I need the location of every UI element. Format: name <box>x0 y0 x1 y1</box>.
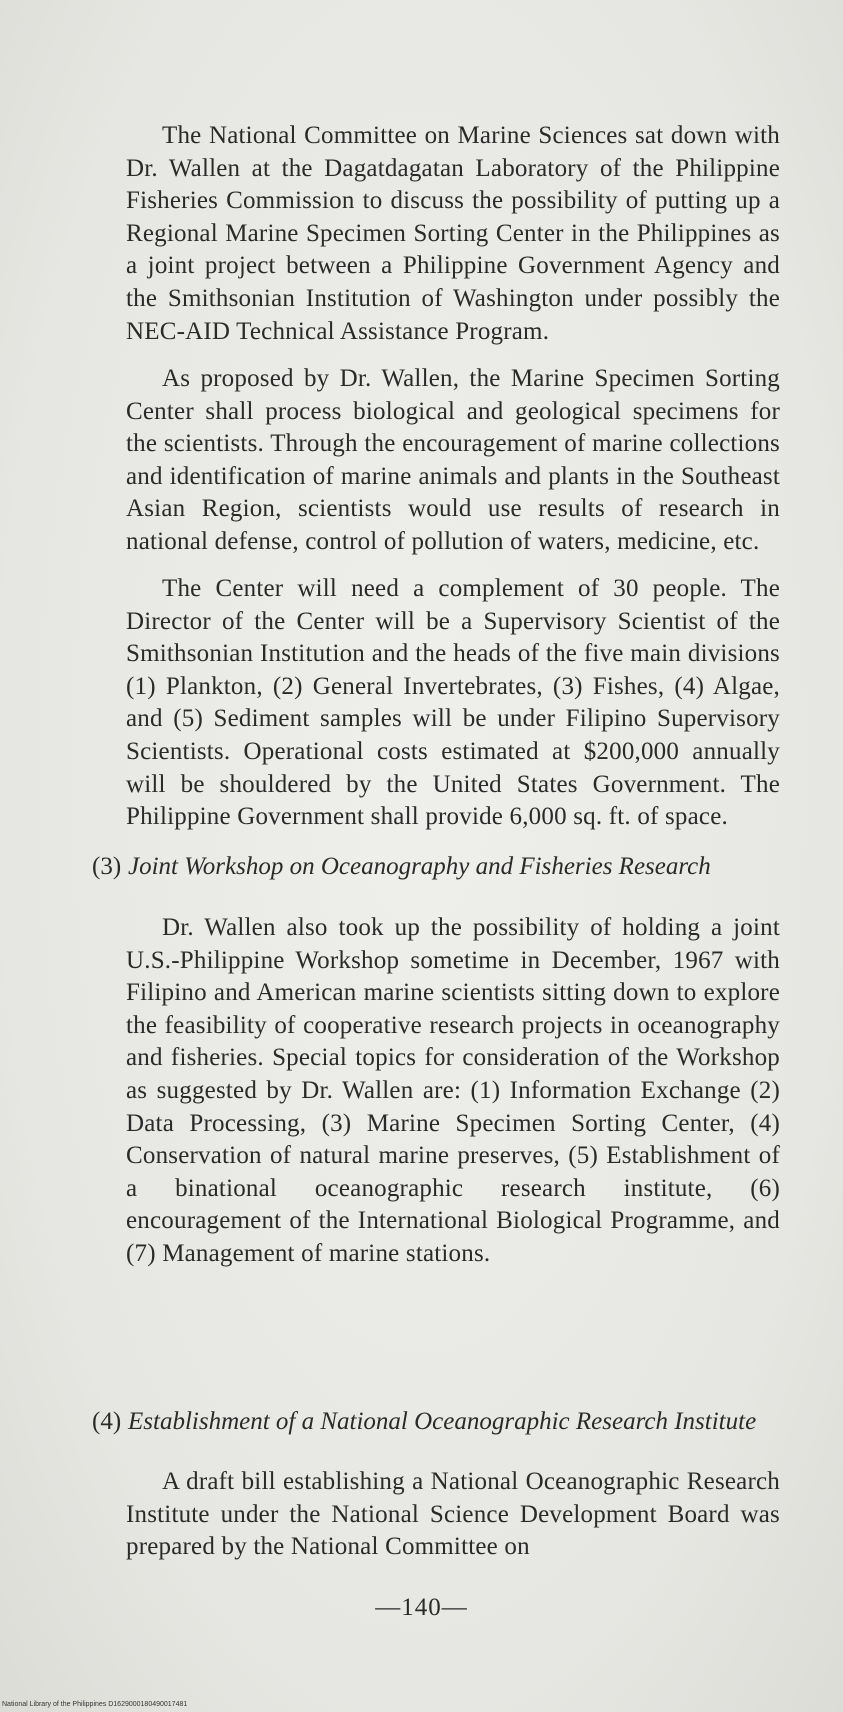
section-number: (3) <box>92 853 122 880</box>
paragraph-center-staffing: The Center will need a complement of 30 people. The Director of the Center will be a Supervisory Scientist of the Smithsonian Institution and the heads of the five main divisions (1) Plankton, (2) General Invertebrates, (3) Fishes, (4) Algae, and (5) Sediment samples will be under Filipino Supervisory Scientists. Operational costs estimated at $200,000 annually will be shouldered by the United States Government. The Philippine Government shall provide 6,000 sq. ft. of space. <box>126 575 780 831</box>
section-title: Joint Workshop on Oceanography and Fisheries Research <box>128 853 711 880</box>
scan-footer-text: National Library of the Philippines D1629000180490017481 <box>2 1701 188 1708</box>
section-title: Establishment of a National Oceanographic Research Institute <box>128 1408 757 1435</box>
paragraph-sorting-center-proposal: As proposed by Dr. Wallen, the Marine Specimen Sorting Center shall process biological and geological specimens for the scientists. Through the encouragement of marine collections and identification of marine animals and plants in the Southeast Asian Region, scientists would use results of research in national defense, control of pollution of waters, medicine, etc. <box>126 365 780 555</box>
section-heading-research-institute <box>92 1406 818 1439</box>
section-number: (4) <box>92 1408 122 1435</box>
paragraph-draft-bill: A draft bill establishing a National Oceanographic Research Institute under the National Science Development Board was prepared by the National Committee on <box>126 1468 780 1561</box>
paragraph-workshop-details: Dr. Wallen also took up the possibility of holding a joint U.S.-Philippine Workshop sometime in December, 1967 with Filipino and American marine scientists sitting down to explore the feasibility of cooperative research projects in oceanography and fisheries. Special topics for consideration of the Workshop as suggested by Dr. Wallen are: (1) Information Exchange (2) Data Processing, (3) Marine Specimen Sorting Center, (4) Conservation of natural marine preserves, (5) Establishment of a binational oceanographic research institute, (6) encouragement of the International Biological Programme, and (7) Management of marine stations. <box>126 914 780 1267</box>
page-number: —140— <box>375 1594 468 1621</box>
section-heading-joint-workshop <box>92 851 818 884</box>
paragraph-committee-meeting: The National Committee on Marine Sciences sat down with Dr. Wallen at the Dagatdagatan Laboratory of the Philippine Fisheries Commission to discuss the possibility of putting up a Regional Marine Specimen Sorting Center in the Philippines as a joint project between a Philippine Government Agency and the Smithsonian Institution of Washington under possibly the NEC-AID Technical Assistance Program. <box>126 122 780 345</box>
